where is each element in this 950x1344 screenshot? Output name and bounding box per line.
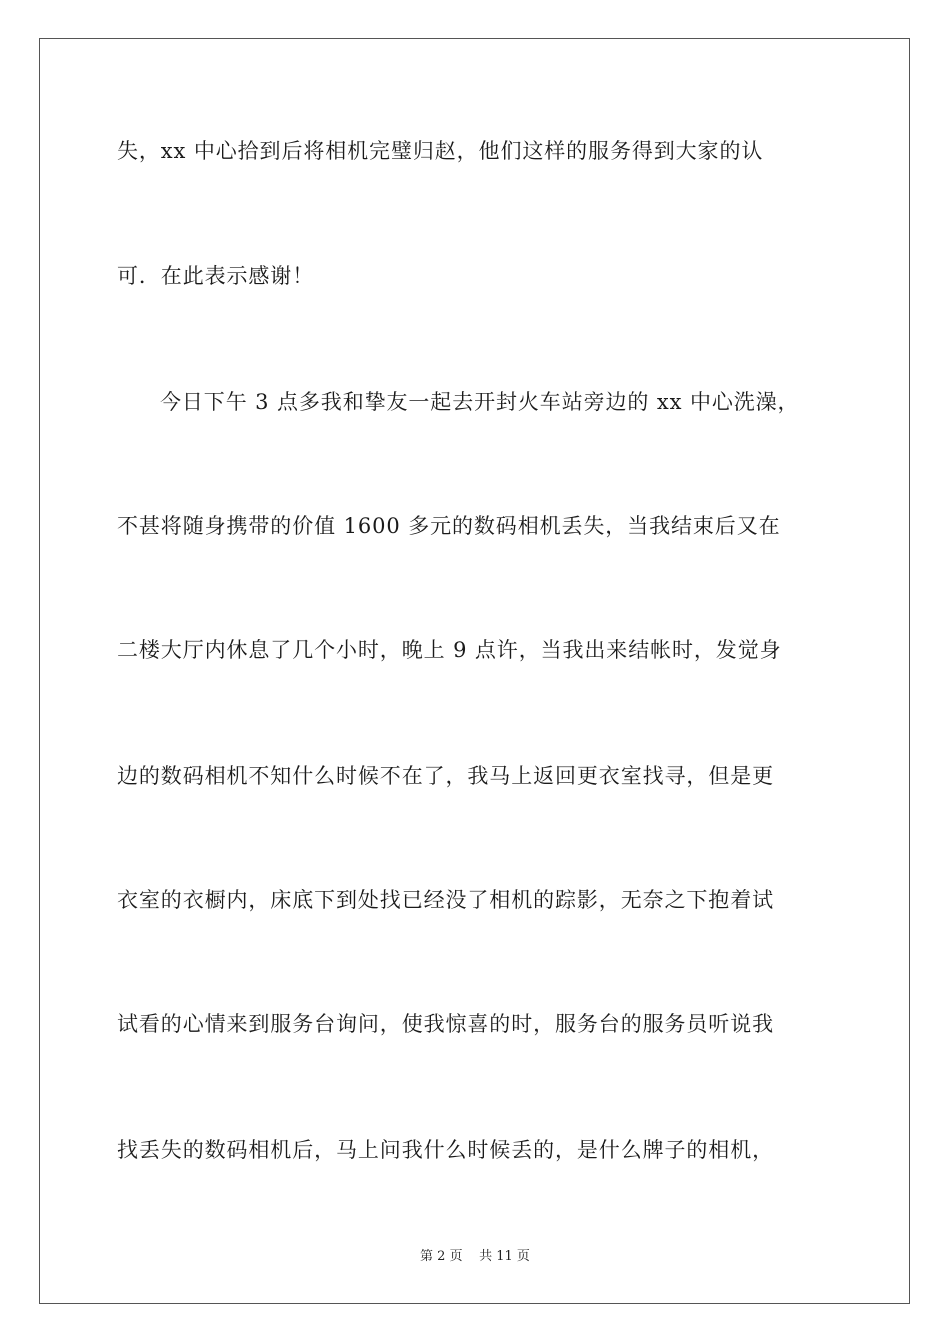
page-footer (0, 1249, 950, 1265)
body-text-line: 失，xx 中心拾到后将相机完璧归赵，他们这样的服务得到大家的认 (117, 139, 764, 163)
page-total: 共 11 页 (479, 1249, 530, 1264)
body-text-line: 不甚将随身携带的价值 1600 多元的数码相机丢失，当我结束后又在 (117, 514, 781, 538)
body-text-line: 衣室的衣橱内，床底下到处找已经没了相机的踪影，无奈之下抱着试 (117, 888, 774, 912)
page-border (39, 38, 910, 1304)
body-text-line: 找丢失的数码相机后，马上问我什么时候丢的，是什么牌子的相机， (117, 1138, 774, 1162)
body-text-line: 边的数码相机不知什么时候不在了，我马上返回更衣室找寻，但是更 (117, 764, 774, 788)
body-text-line: 试看的心情来到服务台询问，使我惊喜的时，服务台的服务员听说我 (117, 1012, 774, 1036)
paragraph-first-line: 今日下午 3 点多我和挚友一起去开封火车站旁边的 xx 中心洗澡， (160, 390, 800, 414)
body-text-line: 可．在此表示感谢！ (117, 264, 315, 288)
page-number: 第 2 页 (420, 1249, 463, 1264)
body-text-line: 二楼大厅内休息了几个小时，晚上 9 点许，当我出来结帐时，发觉身 (117, 638, 782, 662)
